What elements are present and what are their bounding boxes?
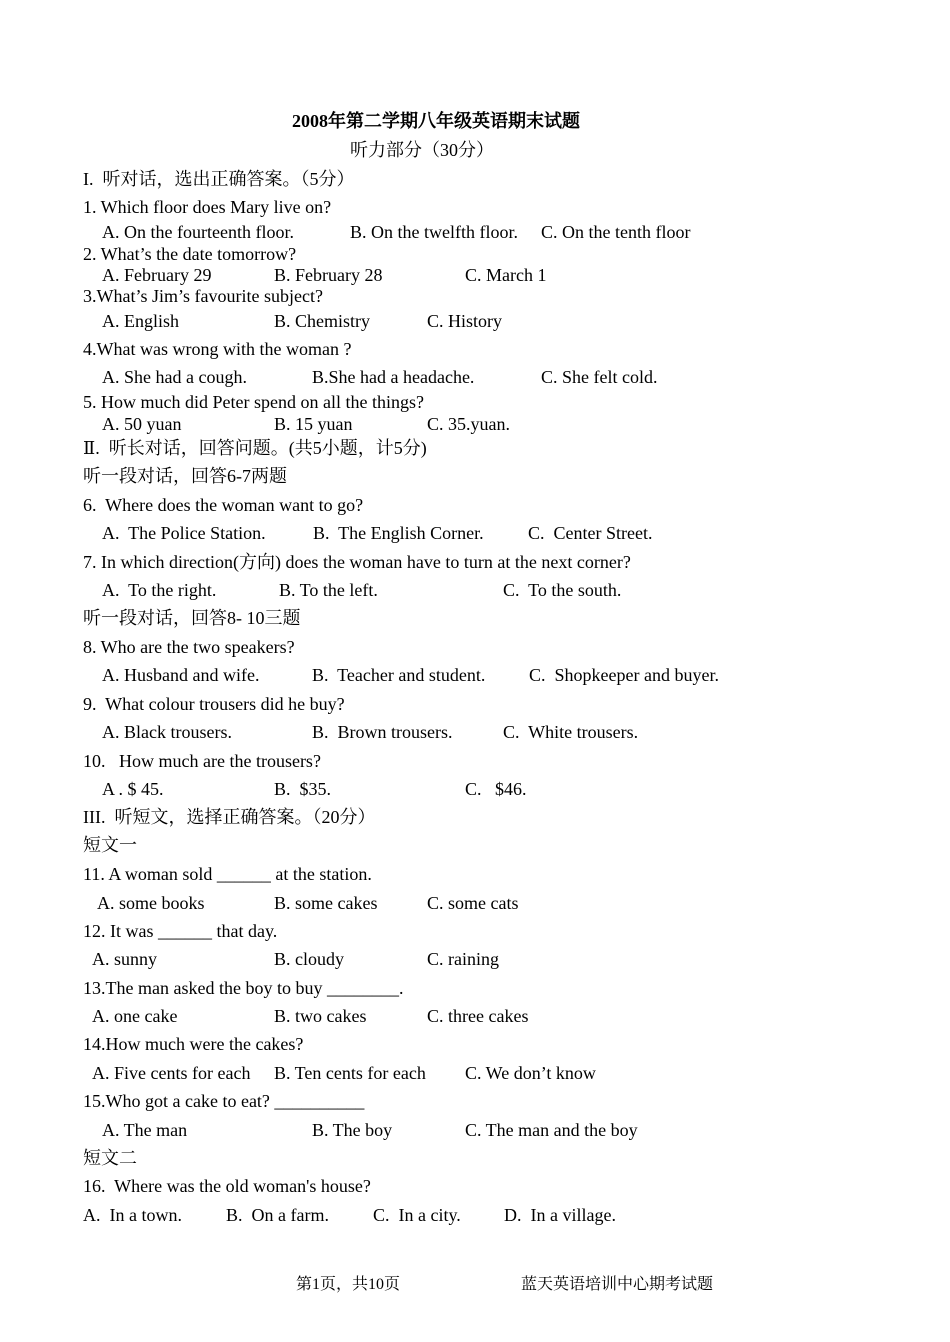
- section-heading: I. 听对话，选出正确答案。（5分）: [83, 169, 355, 189]
- option-a: A. 50 yuan: [102, 414, 182, 434]
- passage-heading: 短文一: [83, 835, 137, 855]
- option-b: B. two cakes: [274, 1006, 367, 1026]
- question-text: 14.How much were the cakes?: [83, 1034, 304, 1054]
- section-heading: Ⅱ. 听长对话，回答问题。(共5小题，计5分): [83, 438, 427, 458]
- option-c: C. History: [427, 311, 503, 331]
- option-c: C. On the tenth floor: [541, 222, 691, 242]
- option-c: C. three cakes: [427, 1006, 529, 1026]
- subsection-heading: 听一段对话，回答6-7两题: [83, 466, 287, 486]
- question-text: 16. Where was the old woman's house?: [83, 1176, 371, 1196]
- option-a: A. To the right.: [102, 580, 217, 600]
- option-c: C. We don’t know: [465, 1063, 596, 1083]
- option-b: B. Brown trousers.: [312, 722, 453, 742]
- option-b: B. The English Corner.: [313, 523, 484, 543]
- option-d: D. In a village.: [504, 1205, 616, 1225]
- option-c: C. Shopkeeper and buyer.: [529, 665, 719, 685]
- option-c: C. March 1: [465, 265, 547, 285]
- question-text: 13.The man asked the boy to buy ________.: [83, 978, 404, 998]
- option-b: B. $35.: [274, 779, 332, 799]
- option-b: B.She had a headache.: [312, 367, 475, 387]
- option-a: A. She had a cough.: [102, 367, 247, 387]
- option-b: B. 15 yuan: [274, 414, 353, 434]
- section-heading: III. 听短文，选择正确答案。（20分）: [83, 807, 376, 827]
- option-b: B. Chemistry: [274, 311, 371, 331]
- option-a: A. some books: [97, 893, 205, 913]
- option-b: B. February 28: [274, 265, 383, 285]
- page-title: 2008年第二学期八年级英语期末试题: [292, 111, 580, 131]
- option-b: B. On a farm.: [226, 1205, 329, 1225]
- question-text: 3.What’s Jim’s favourite subject?: [83, 286, 323, 306]
- question-text: 12. It was ______ that day.: [83, 921, 278, 941]
- option-a: A. The man: [102, 1120, 188, 1140]
- option-c: C. $46.: [465, 779, 527, 799]
- option-a: A. English: [102, 311, 180, 331]
- question-text: 2. What’s the date tomorrow?: [83, 244, 297, 264]
- question-text: 15.Who got a cake to eat? __________: [83, 1091, 365, 1111]
- option-a: A. On the fourteenth floor.: [102, 222, 294, 242]
- question-text: 4.What was wrong with the woman ?: [83, 339, 352, 359]
- option-c: C. raining: [427, 949, 499, 969]
- option-c: C. Center Street.: [528, 523, 653, 543]
- option-b: B. Ten cents for each: [274, 1063, 426, 1083]
- footer-page-number: 第1页，共10页: [296, 1276, 401, 1293]
- question-text: 6. Where does the woman want to go?: [83, 495, 364, 515]
- question-text: 5. How much did Peter spend on all the things?: [83, 392, 424, 412]
- option-c: C. She felt cold.: [541, 367, 658, 387]
- option-c: C. The man and the boy: [465, 1120, 638, 1140]
- question-text: 10. How much are the trousers?: [83, 751, 321, 771]
- option-c: C. To the south.: [503, 580, 622, 600]
- option-b: B. To the left.: [279, 580, 378, 600]
- option-a: A. In a town.: [83, 1205, 182, 1225]
- passage-heading: 短文二: [83, 1148, 137, 1168]
- question-text: 1. Which floor does Mary live on?: [83, 197, 332, 217]
- option-a: A. sunny: [92, 949, 158, 969]
- option-b: B. On the twelfth floor.: [350, 222, 518, 242]
- page-subtitle: 听力部分（30分）: [350, 140, 494, 160]
- question-text: 9. What colour trousers did he buy?: [83, 694, 345, 714]
- option-c: C. White trousers.: [503, 722, 639, 742]
- option-a: A . $ 45.: [102, 779, 164, 799]
- option-a: A. Husband and wife.: [102, 665, 260, 685]
- option-a: A. February 29: [102, 265, 212, 285]
- option-c: C. In a city.: [373, 1205, 461, 1225]
- footer-organization: 蓝天英语培训中心期考试题: [521, 1276, 714, 1293]
- option-c: C. some cats: [427, 893, 519, 913]
- option-a: A. Black trousers.: [102, 722, 232, 742]
- option-b: B. some cakes: [274, 893, 378, 913]
- option-b: B. Teacher and student.: [312, 665, 486, 685]
- option-a: A. The Police Station.: [102, 523, 266, 543]
- option-a: A. one cake: [92, 1006, 178, 1026]
- option-b: B. cloudy: [274, 949, 344, 969]
- question-text: 11. A woman sold ______ at the station.: [83, 864, 372, 884]
- subsection-heading: 听一段对话，回答8- 10三题: [83, 608, 301, 628]
- option-a: A. Five cents for each: [92, 1063, 251, 1083]
- question-text: 7. In which direction(方向) does the woman have to turn at the next corner?: [83, 552, 631, 572]
- option-b: B. The boy: [312, 1120, 393, 1140]
- option-c: C. 35.yuan.: [427, 414, 510, 434]
- question-text: 8. Who are the two speakers?: [83, 637, 295, 657]
